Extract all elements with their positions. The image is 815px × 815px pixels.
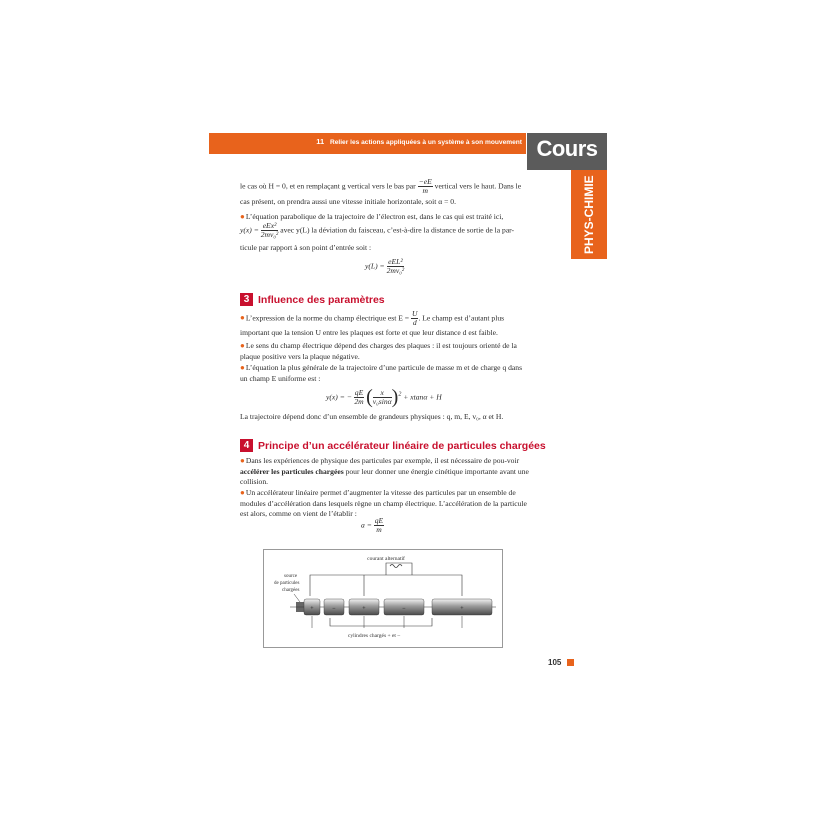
bullet-icon: ● [240,363,245,372]
intro-paragraph [240,178,530,208]
ac-source-icon [390,565,402,568]
bullet-icon: ● [240,488,245,497]
section-3-p1: ●L’expression de la norme du champ électrique est E = $\frac{U}{d}$ . Le champ est d’autant plus [240,309,505,327]
svg-text:−: − [402,606,406,612]
trajectory-line3: ticule par rapport à son point d’entrée soit : [240,243,372,252]
source-label: source de particules chargées [274,574,300,593]
section-3-p1c: important que la tension U entre les plaques est forte et que leur distance d est faible. [240,328,498,337]
svg-text:+: + [310,606,314,612]
bullet-trajectory: ●L’équation parabolique de la trajectoire de l’électron est, dans le cas qui est traité ici, [240,212,504,221]
intro-line1-b: vertical vers le haut. Dans le [434,181,522,191]
section-4-number: 4 [240,439,253,452]
fraction: $\frac{-eE}{m}$ [418,177,432,195]
chapter-header [214,137,522,146]
section-4-p1: ●Dans les expériences de physique des particules par exemple, il est nécessaire de pou-voir accélérer les particules chargées pour leur donner une énergie cinétique importante avant une collision. [240,456,529,486]
section-3-number: 3 [240,293,253,306]
fraction: $\frac{\text{eEL²}}{\text{2mv₀²}}$ [386,257,405,275]
page-marker [567,659,574,666]
trajectory-equation-line: y(x) = $\frac{\text{eEx²}}{\text{2mv₀²}}$ avec y(L) la déviation du faisceau, c’est-à-dire la distance de sortie de la par- [240,221,515,239]
ac-label: courant alternatif [367,556,405,562]
fraction: $\frac{\text{eEx²}}{\text{2mv₀²}}$ [260,221,279,239]
section-3-p2: ●Le sens du champ électrique dépend des charges des plaques : il est toujours orienté de la plaque positive vers la plaque négative. [240,341,517,361]
section-4-title: Principe d’un accélérateur linéaire de particules chargées [258,440,546,452]
svg-text:−: − [332,606,336,612]
section-label: Cours [536,136,598,161]
accelerator-diagram [264,550,502,647]
chapter-number: 11 [316,137,325,146]
intro-line1-a: le cas où H = 0, et en remplaçant g vertical vers le bas par [240,181,416,191]
section-3-p4: La trajectoire dépend donc d’un ensemble de grandeurs physiques : q, m, E, v₀, α et H. [240,412,504,421]
bullet-icon: ● [240,313,245,323]
section-3-title: Influence des paramètres [258,294,385,306]
fraction: $\frac{x}{\text{v₀sinα}}$ [372,388,392,406]
cylinders-label: cylindres chargés + et – [347,633,401,639]
intro-line2: cas présent, on prendra aussi une vitesse initiale horizontale, soit α = 0. [240,197,456,206]
svg-text:+: + [362,606,366,612]
accelerator-figure [263,549,503,648]
bullet-icon: ● [240,341,245,350]
fraction: $\frac{qE}{m}$ [374,516,384,534]
fraction: $\frac{U}{d}$ [411,309,418,327]
page-number: 105 [548,658,562,667]
fraction: $\frac{qE}{2m}$ [354,388,364,406]
acceleration-equation: a = $\frac{qE}{m}$ [361,516,384,534]
chapter-title: Relier les actions appliquées à un système à son mouvement [329,139,522,146]
cylinders-group [304,599,492,615]
side-tab-label: PHYS-CHIMIE [582,175,596,254]
svg-text:+: + [460,606,464,612]
section-3-p3: ●L’équation la plus générale de la trajectoire d’une particule de masse m et de charge q dans un champ E uniforme est : [240,363,523,383]
bullet-icon: ● [240,212,245,221]
deviation-equation: y(L) = $\frac{\text{eEL²}}{\text{2mv₀²}}$ [365,257,405,275]
general-trajectory-equation: y(x) = − $\frac{qE}{2m}$ ( $\frac{x}{\text{v₀sinα}}$ )$^2$ + xtanα + H [326,386,442,408]
section-4-p2: ●Un accélérateur linéaire permet d’augmenter la vitesse des particules par un ensemble de modules d’accélération dans lesquels règne un champ électrique. L’accélération de la particule est alors, comme on vient de l’établir : [240,488,527,518]
bullet-icon: ● [240,456,245,465]
